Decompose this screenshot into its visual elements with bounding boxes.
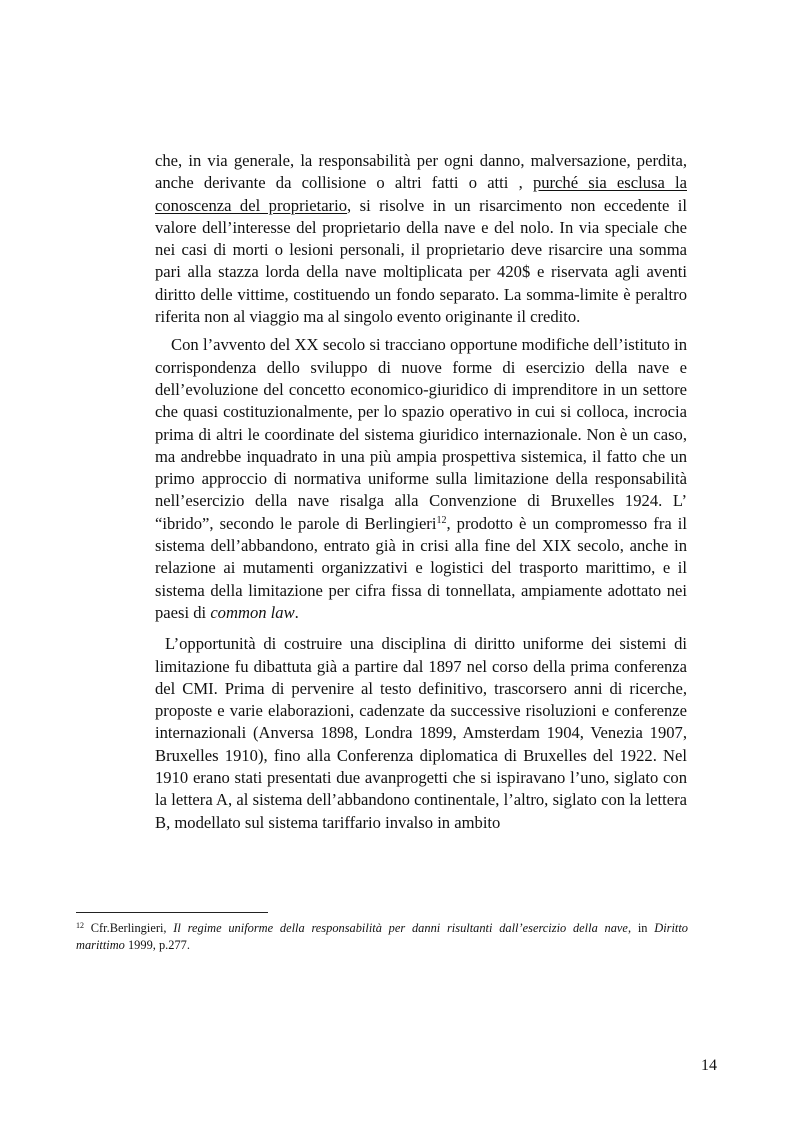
- paragraph-2-text-a: Con l’avvento del XX secolo si tracciano opportune modifiche dell’istituto in corrispondenza dello sviluppo di nuove forme di esercizio della nave e dell’evoluzione del concetto economico-giuridico di imprenditore in un settore che quasi costituzionalmente, per lo spazio operativo in cui si colloca, incrocia prima di altri le coordinate del sistema giuridico internazionale. Non è un caso, ma andrebbe inquadrato in una più ampia prospettiva sistemica, il fatto che un primo approccio di normativa uniforme sulla limitazione della responsabilità nell’esercizio della nave risalga alla Convenzione di Bruxelles 1924. L’ “ibrido”, secondo le parole di Berlingieri: [155, 335, 687, 533]
- paragraph-1-text-b: , si risolve in un risarcimento non eccedente il valore dell’interesse del proprietario della nave e del nolo. In via speciale che nei casi di morti o lesioni personali, il proprietario deve risarcire una somma pari alla stazza lorda della nave moltiplicata per 420$ e riservata agli aventi diritto delle vittime, costituendo un fondo separato. La somma-limite è peraltro riferita non al viaggio ma al singolo evento originante il credito.: [155, 195, 687, 327]
- footnote-text-b: , in: [627, 921, 655, 935]
- underlined-phrase: purché sia esclusa la conoscenza del proprietario: [155, 173, 687, 215]
- footnote-separator: [76, 912, 268, 913]
- paragraph-2: [155, 334, 687, 624]
- footnote-text-a: Cfr.Berlingieri,: [84, 921, 174, 935]
- footnote-journal: Diritto marittimo: [76, 921, 688, 952]
- footnote-number: 12: [76, 921, 84, 930]
- italic-phrase: common law: [210, 602, 295, 622]
- footnote-reference: 12: [436, 514, 447, 526]
- paragraph-3: L’opportunità di costruire una disciplina di diritto uniforme dei sistemi di limitazione fu dibattuta già a partire dal 1897 nel corso della prima conferenza del CMI. Prima di pervenire al testo definitivo, trascorsero anni di ricerche, proposte e varie elaborazioni, cadenzate da successive risoluzioni e conferenze internazionali (Anversa 1898, Londra 1899, Amsterdam 1904, Venezia 1907, Bruxelles 1910), fino alla Conferenza diplomatica di Bruxelles del 1922. Nel 1910 erano stati presentati due avanprogetti che si ispiravano l’uno, siglato con la lettera A, al sistema dell’abbandono continentale, l’altro, siglato con la lettera B, modellato sul sistema tariffario invalso in ambito: [155, 634, 687, 832]
- footnote: [76, 920, 688, 954]
- footnote-text-c: 1999, p.277.: [124, 938, 190, 952]
- page-number: 14: [701, 1057, 717, 1074]
- footnote-title: Il regime uniforme della responsabilità per danni risultanti dall’esercizio della nave: [173, 921, 628, 935]
- paragraph-1-text-a: che, in via generale, la responsabilità per ogni danno, malversazione, perdita, anche derivante da collisione o altri fatti o atti ,: [155, 151, 687, 193]
- paragraph-1: [155, 150, 687, 328]
- paragraph-2-text-b: , prodotto è un compromesso fra il sistema dell’abbandono, entrato già in crisi alla fine del XIX secolo, anche in relazione ai mutamenti organizzativi e logistici del trasporto marittimo, e il sistema della limitazione per cifra fissa di tonnellata, ampiamente adottato nei paesi di: [155, 513, 687, 622]
- paragraph-2-text-c: .: [294, 602, 299, 622]
- body-text: [155, 150, 687, 834]
